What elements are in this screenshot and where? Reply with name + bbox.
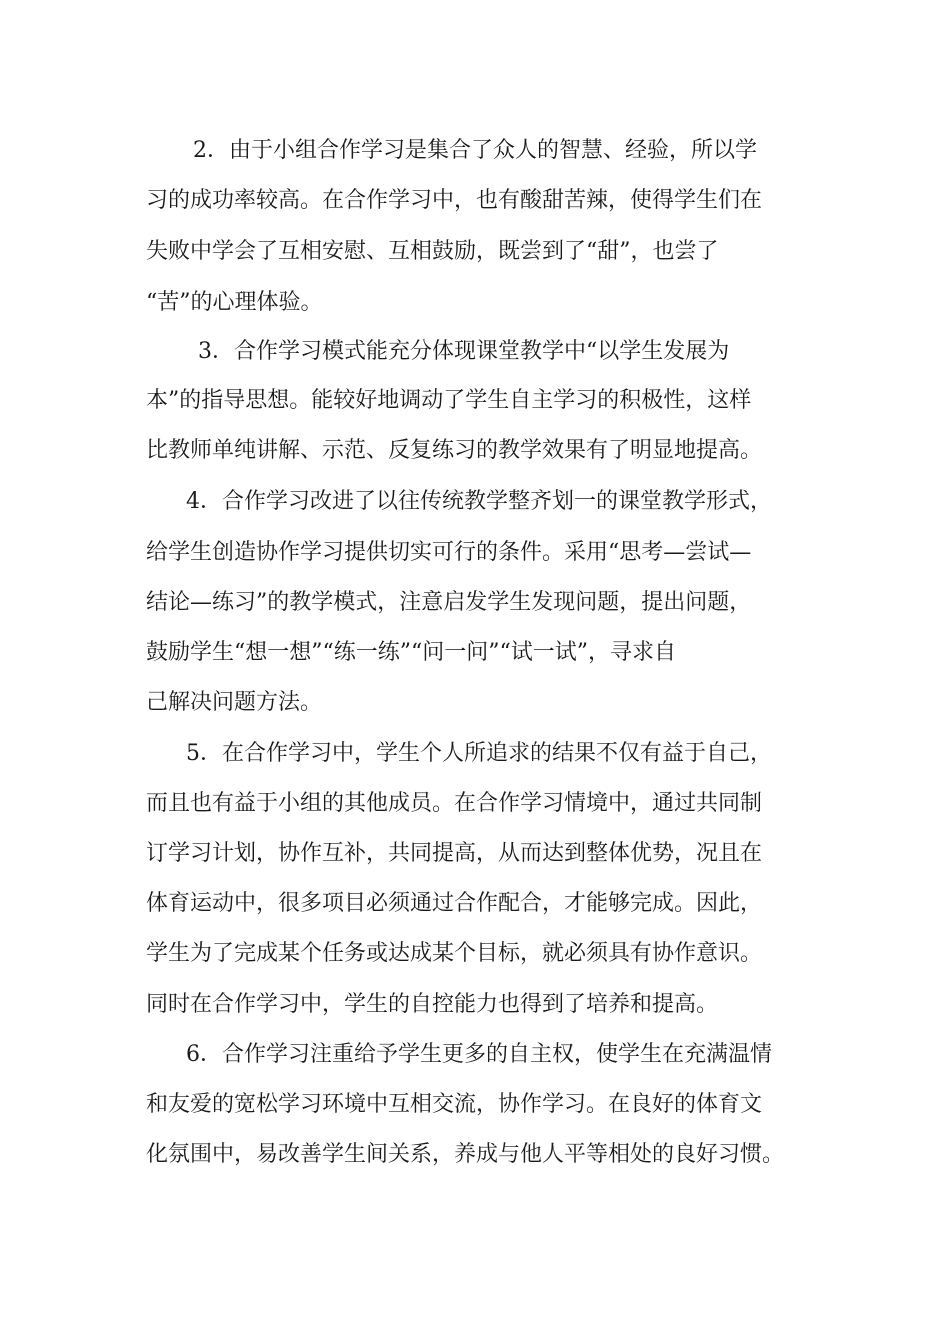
paragraph-5-line-2: 而且也有益于小组的其他成员。在合作学习情境中，通过共同制 (146, 791, 763, 816)
paragraph-5-line-5: 学生为了完成某个任务或达成某个目标，就必须具有协作意识。 (146, 941, 763, 966)
paragraph-5-line-3: 订学习计划，协作互补，共同提高，从而达到整体优势，况且在 (146, 841, 763, 866)
paragraph-3-line-3: 比教师单纯讲解、示范、反复练习的教学效果有了明显地提高。 (146, 438, 763, 463)
paragraph-4-line-2: 给学生创造协作学习提供切实可行的条件。采用“思考—尝试— (146, 540, 752, 565)
paragraph-2-line-3: 失败中学会了互相安慰、互相鼓励，既尝到了“甜”，也尝了 (146, 239, 719, 264)
paragraph-2-line-2: 习的成功率较高。在合作学习中，也有酸甜苦辣，使得学生们在 (146, 188, 763, 213)
paragraph-5-line-6: 同时在合作学习中，学生的自控能力也得到了培养和提高。 (146, 992, 719, 1017)
paragraph-6-line-2: 和友爱的宽松学习环境中互相交流，协作学习。在良好的体育文 (146, 1092, 763, 1117)
paragraph-5-line-4: 体育运动中，很多项目必须通过合作配合，才能够完成。因此， (146, 891, 763, 916)
paragraph-2-line-4: “苦”的心理体验。 (146, 290, 323, 315)
paragraph-5-line-1: 5．在合作学习中，学生个人所追求的结果不仅有益于自己， (186, 741, 772, 766)
paragraph-6-line-3: 化氛围中，易改善学生间关系，养成与他人平等相处的良好习惯。 (146, 1142, 785, 1167)
paragraph-4-line-4: 鼓励学生“想一想”“练一练”“问一问”“试一试”，寻求自 (146, 640, 676, 665)
paragraph-3-line-2: 本”的指导思想。能较好地调动了学生自主学习的积极性，这样 (146, 388, 752, 413)
paragraph-4-line-3: 结论—练习”的教学模式，注意启发学生发现问题，提出问题， (146, 590, 752, 615)
paragraph-3-line-1: 3．合作学习模式能充分体现课堂教学中“以学生发展为 (198, 339, 730, 364)
paragraph-2-line-1: 2．由于小组合作学习是集合了众人的智慧、经验，所以学 (193, 138, 757, 163)
paragraph-4-line-1: 4．合作学习改进了以往传统教学整齐划一的课堂教学形式， (186, 489, 772, 514)
paragraph-4-line-5: 己解决问题方法。 (146, 690, 323, 715)
paragraph-6-line-1: 6．合作学习注重给予学生更多的自主权，使学生在充满温情 (186, 1042, 772, 1067)
